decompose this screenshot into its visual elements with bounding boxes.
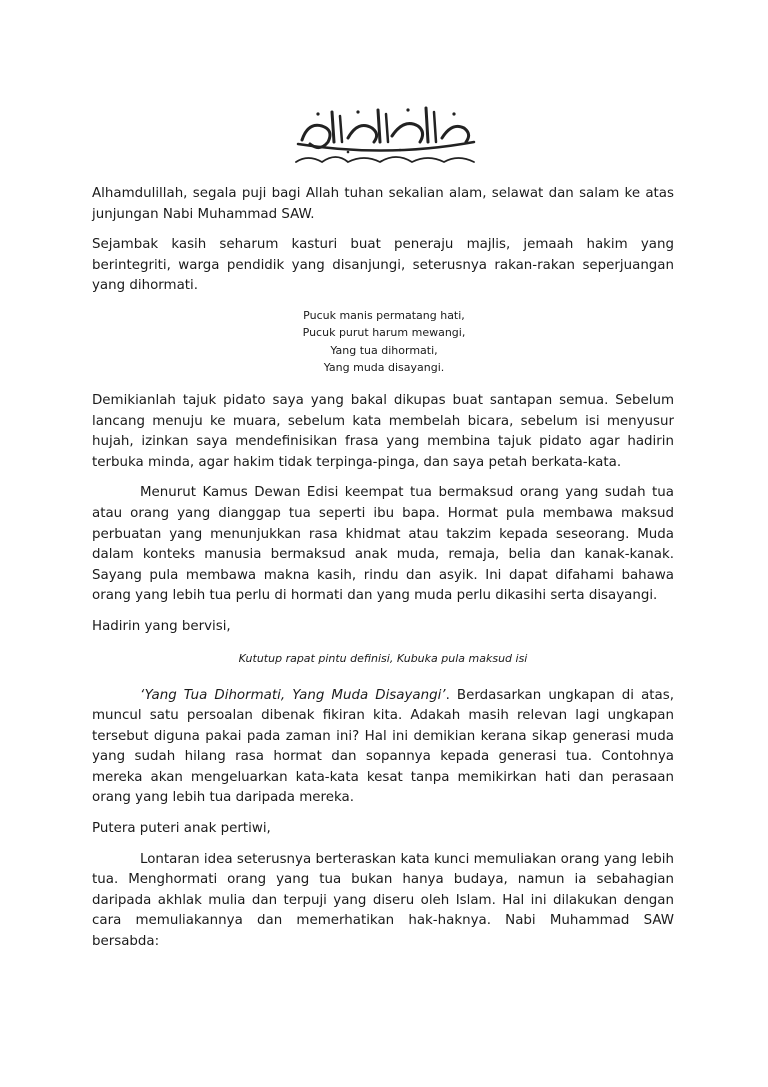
title-quote: ‘Yang Tua Dihormati, Yang Muda Disayangi’ — [140, 687, 446, 703]
paragraph-greeting: Sejambak kasih seharum kasturi buat peneraju majlis, jemaah hakim yang berintegriti, warga pendidik yang disanjungi, seterusnya rakan-rakan seperjuangan yang dihormati. — [92, 237, 674, 294]
paragraph-introduction: Demikianlah tajuk pidato saya yang bakal dikupas buat santapan semua. Sebelum lancang menuju ke muara, sebelum kata membelah bicara, sebelum isi menyusur hujah, izinkan saya mendefinisikan frasa yang membina tajuk pidato agar hadirin terbuka minda, agar hakim tidak terpinga-pinga, dan saya petah berkata-kata. — [92, 392, 674, 470]
paragraph-opening: Alhamdulillah, segala puji bagi Allah tuhan sekalian alam, selawat dan salam ke atas junjungan Nabi Muhammad SAW. — [92, 186, 674, 222]
paragraph-address-1: Hadirin yang bervisi, — [92, 618, 231, 634]
speech-text — [92, 184, 674, 963]
paragraph-issue — [92, 686, 674, 810]
pantun-line-4: Yang muda disayangi. — [323, 361, 445, 375]
pantun-line-2: Pucuk purut harum mewangi, — [302, 326, 466, 340]
paragraph-address-2: Putera puteri anak pertiwi, — [92, 821, 271, 837]
pantun-verse — [92, 307, 674, 377]
paragraph-first-point: Lontaran idea seterusnya berteraskan kata kunci memuliakan orang yang lebih tua. Menghormati orang yang tua bukan hanya budaya, namun ia sebahagian daripada akhlak mulia dan terpuji yang diseru oleh Islam. Hal ini dilakukan dengan cara memuliakannya dan memerhatikan hak-haknya. Nabi Muhammad SAW bersabda: — [92, 851, 674, 950]
paragraph-definition: Menurut Kamus Dewan Edisi keempat tua bermaksud orang yang sudah tua atau orang yang dianggap tua seperti ibu bapa. Hormat pula membawa maksud perbuatan yang menunjukkan rasa khidmat atau takzim kepada seseorang. Muda dalam konteks manusia bermaksud anak muda, remaja, belia dan kanak-kanak. Sayang pula membawa makna kasih, rindu dan asyik. Ini dapat difahami bahawa orang yang lebih tua perlu di hormati dan yang muda perlu dikasihi serta disayangi. — [92, 485, 674, 604]
pantun-transition: Kututup rapat pintu definisi, Kubuka pula maksud isi — [238, 651, 528, 665]
pantun-line-1: Pucuk manis permatang hati, — [303, 308, 465, 322]
paragraph-issue-body: . Berdasarkan ungkapan di atas, muncul satu persoalan dibenak fikiran kita. Adakah masih relevan lagi ungkapan tersebut diguna pakai pada zaman ini? Hal ini demikian kerana sikap generasi muda yang sudah hilang rasa hormat dan sopannya kepada generasi tua. Contohnya mereka akan mengeluarkan kata-kata kesat tanpa memikirkan hati dan perasaan orang yang lebih tua daripada mereka. — [92, 687, 674, 806]
pantun-line-3: Yang tua dihormati, — [330, 343, 438, 357]
bismillah-calligraphy-image — [288, 92, 484, 170]
